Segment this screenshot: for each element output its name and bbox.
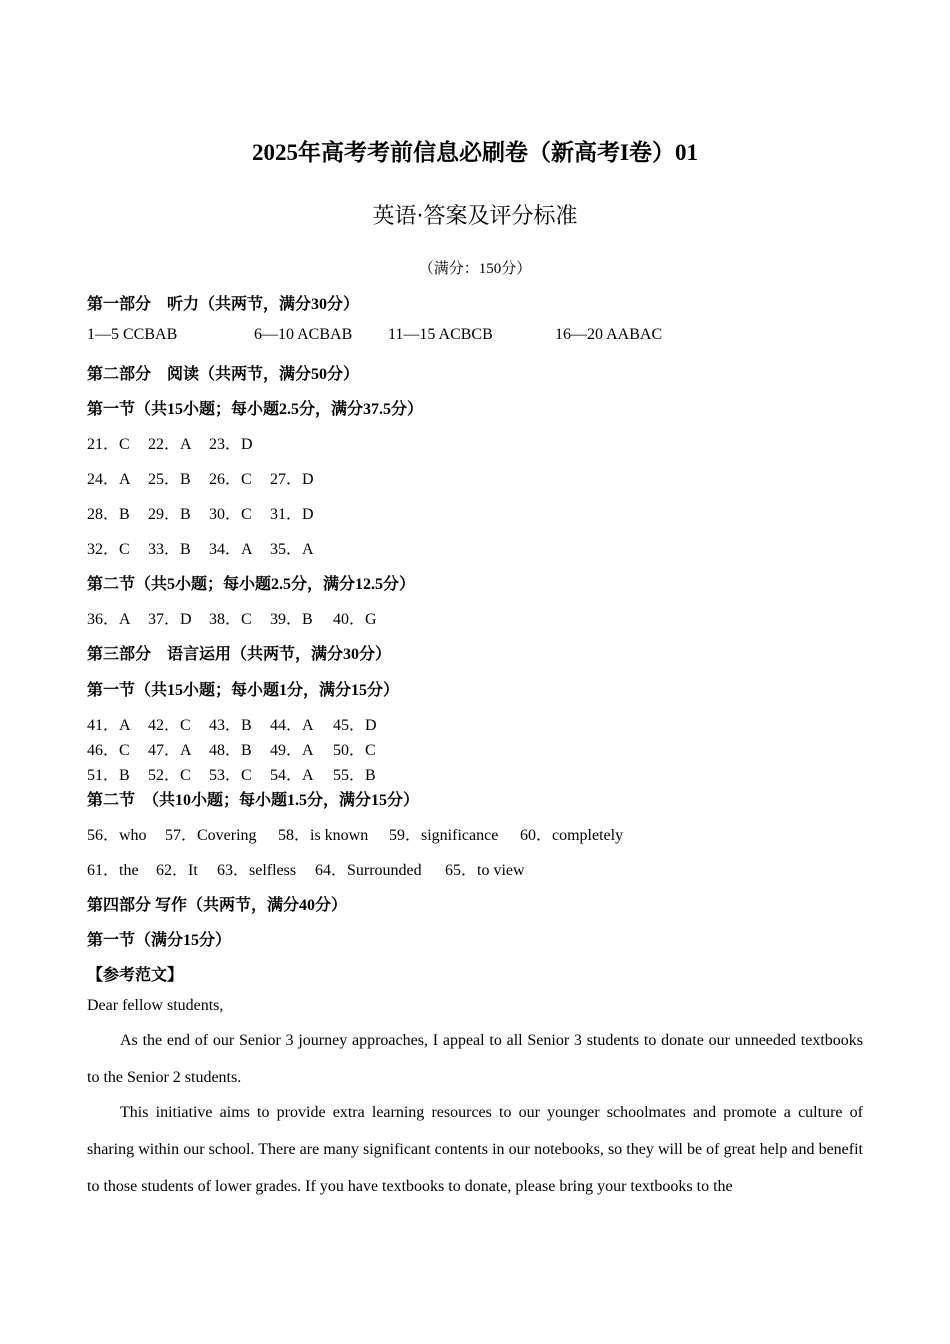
answer-item: 61．the xyxy=(87,862,139,879)
answer-item: 29．B xyxy=(148,506,191,523)
answer-item: 25．B xyxy=(148,471,191,488)
answer-item: 65．to view xyxy=(445,862,525,879)
answer-item: 22．A xyxy=(148,436,192,453)
part3-header: 第三部分 语言运用（共两节，满分30分） xyxy=(87,646,392,663)
answer-item: 31．D xyxy=(270,506,314,523)
answer-item: 59．significance xyxy=(389,827,499,844)
answer-item: 24．A xyxy=(87,471,131,488)
answer-item: 38．C xyxy=(209,611,252,628)
answer-item: 56．who xyxy=(87,827,147,844)
answer-item: 36．A xyxy=(87,611,131,628)
answer-item: 40．G xyxy=(333,611,377,628)
answer-item: 52．C xyxy=(148,767,191,784)
answer-item: 53．C xyxy=(209,767,252,784)
answer-group: 16—20 AABAC xyxy=(555,326,663,343)
answer-item: 64．Surrounded xyxy=(315,862,422,879)
answer-item: 39．B xyxy=(270,611,313,628)
essay-greeting: Dear fellow students, xyxy=(87,997,224,1014)
part4-header: 第四部分 写作（共两节，满分40分） xyxy=(87,897,348,914)
part1-header: 第一部分 听力（共两节，满分30分） xyxy=(87,296,360,313)
sample-essay-label: 【参考范文】 xyxy=(87,967,184,984)
answer-item: 33．B xyxy=(148,541,191,558)
answer-item: 34．A xyxy=(209,541,253,558)
part2-header: 第二部分 阅读（共两节，满分50分） xyxy=(87,366,360,383)
answer-item: 55．B xyxy=(333,767,376,784)
full-score-note: （满分：150分） xyxy=(418,261,532,277)
part3-section2-header: 第二节 （共10小题；每小题1.5分，满分15分） xyxy=(87,792,420,809)
answer-item: 32．C xyxy=(87,541,130,558)
answer-item: 62．It xyxy=(156,862,198,879)
answer-item: 21．C xyxy=(87,436,130,453)
answer-item: 37．D xyxy=(148,611,192,628)
answer-item: 63．selfless xyxy=(217,862,297,879)
answer-item: 60．completely xyxy=(520,827,624,844)
answer-item: 57．Covering xyxy=(165,827,257,844)
answer-item: 50．C xyxy=(333,742,376,759)
answer-item: 54．A xyxy=(270,767,314,784)
answer-item: 43．B xyxy=(209,717,252,734)
answer-item: 44．A xyxy=(270,717,314,734)
part4-section1-header: 第一节（满分15分） xyxy=(87,932,232,949)
answer-item: 45．D xyxy=(333,717,377,734)
answer-item: 41．A xyxy=(87,717,131,734)
document-title: 2025年高考考前信息必刷卷（新高考I卷）01 xyxy=(252,140,698,165)
answer-item: 35．A xyxy=(270,541,314,558)
answer-item: 26．C xyxy=(209,471,252,488)
answer-item: 23．D xyxy=(209,436,253,453)
answer-group: 6—10 ACBAB xyxy=(254,326,353,343)
answer-item: 42．C xyxy=(148,717,191,734)
answer-item: 27．D xyxy=(270,471,314,488)
answer-item: 46．C xyxy=(87,742,130,759)
answer-item: 28．B xyxy=(87,506,130,523)
answer-group: 11—15 ACBCB xyxy=(388,326,493,343)
essay-paragraph: As the end of our Senior 3 journey approaches, I appeal to all Senior 3 students to donate our unneeded textbooks to the Senior 2 students. xyxy=(87,1032,863,1086)
essay-paragraph: This initiative aims to provide extra learning resources to our younger schoolmates and promote a culture of sharing within our school. There are many significant contents in our notebooks, so they will be of great help and benefit to those students of lower grades. If you have textbooks to donate, please bring your textbooks to the xyxy=(87,1104,863,1195)
part3-section1-header: 第一节（共15小题；每小题1分，满分15分） xyxy=(87,682,400,699)
answer-item: 49．A xyxy=(270,742,314,759)
part2-section2-header: 第二节（共5小题；每小题2.5分，满分12.5分） xyxy=(87,576,416,593)
answer-item: 30．C xyxy=(209,506,252,523)
document-subtitle: 英语·答案及评分标准 xyxy=(372,204,578,229)
answer-item: 51．B xyxy=(87,767,130,784)
answer-group: 1—5 CCBAB xyxy=(87,326,178,343)
answer-item: 48．B xyxy=(209,742,252,759)
part2-section1-header: 第一节（共15小题；每小题2.5分，满分37.5分） xyxy=(87,401,424,418)
answer-item: 58．is known xyxy=(278,827,369,844)
answer-item: 47．A xyxy=(148,742,192,759)
